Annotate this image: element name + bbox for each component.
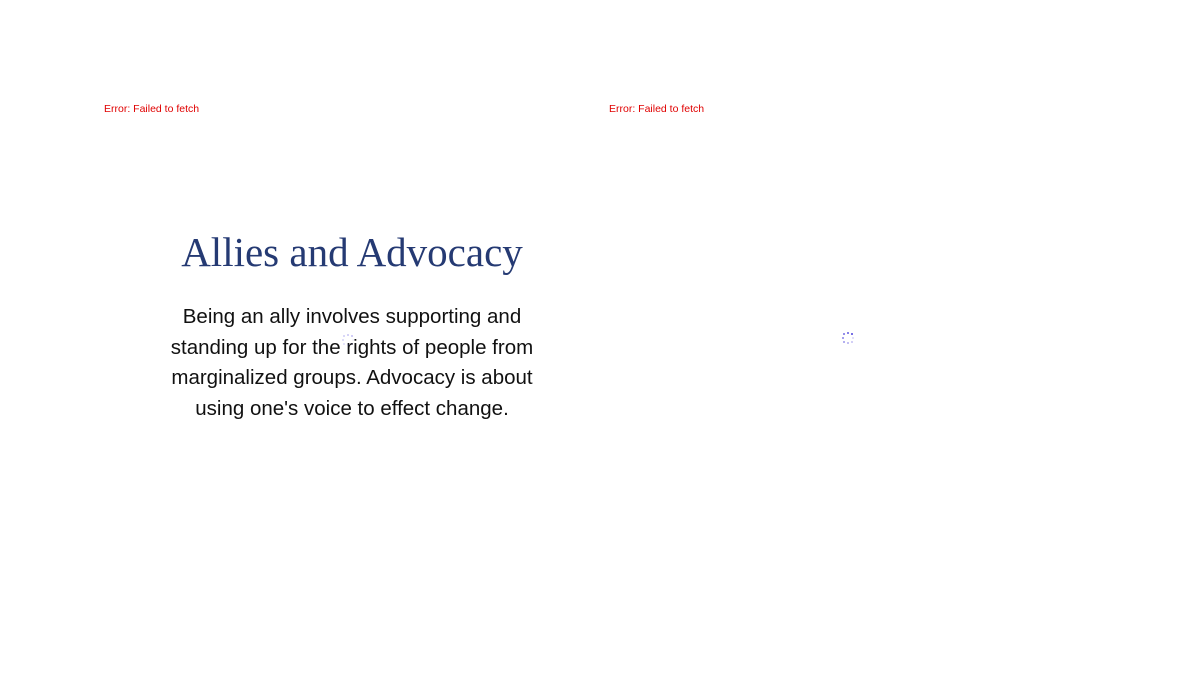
loading-spinner-icon xyxy=(842,332,854,344)
error-message-left: Error: Failed to fetch xyxy=(104,103,200,115)
page-title: Allies and Advocacy xyxy=(181,229,523,275)
spinner-dot xyxy=(851,333,853,335)
error-message-right: Error: Failed to fetch xyxy=(609,103,705,115)
spinner-dot xyxy=(842,337,844,339)
spinner-dot xyxy=(852,337,854,339)
spinner-dot xyxy=(851,341,853,343)
body-text: Being an ally involves supporting and standing up for the rights of people from marginalized groups. Advocacy is about using one's voice to effect change. xyxy=(170,305,534,421)
spinner-dot xyxy=(343,335,345,337)
spinner-dot xyxy=(351,343,353,345)
spinner-dot xyxy=(342,339,344,341)
loading-spinner-icon xyxy=(342,334,354,346)
spinner-dot xyxy=(847,342,849,344)
spinner-dot xyxy=(843,341,845,343)
spinner-dot xyxy=(343,343,345,345)
spinner-dot xyxy=(843,333,845,335)
spinner-dot xyxy=(347,334,349,336)
spinner-dot xyxy=(351,335,353,337)
spinner-dot xyxy=(352,339,354,341)
spinner-dot xyxy=(847,332,849,334)
spinner-dot xyxy=(347,344,349,346)
